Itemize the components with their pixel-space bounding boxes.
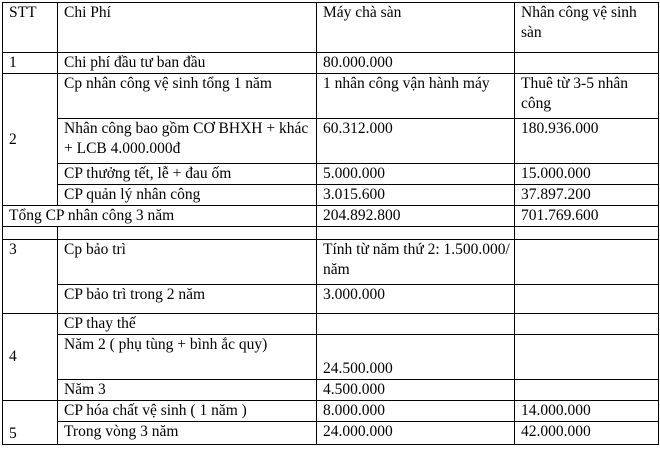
row-may-value: Tính từ năm thứ 2: 1.500.000/ năm [317, 240, 515, 285]
row-may-value: 24.000.000 [317, 422, 515, 445]
row-may-value: 4.500.000 [317, 380, 515, 401]
row-nhan-cong-value: Thuê từ 3-5 nhân công [515, 74, 659, 119]
row-may-value: 80.000.000 [317, 53, 515, 74]
row-nhan-cong-value: 15.000.000 [515, 164, 659, 185]
table-spacer-row [3, 227, 659, 240]
cost-comparison-table-wrapper [2, 2, 659, 445]
table-row-total [3, 206, 659, 227]
table-header-row [3, 3, 659, 53]
header-stt: STT [3, 3, 58, 53]
row-nhan-cong-value: 42.000.000 [515, 422, 659, 445]
row-nhan-cong-value [515, 53, 659, 74]
row-label: CP quản lý nhân công [58, 185, 317, 206]
header-may-cha-san: Máy chà sàn [317, 3, 515, 53]
table-row [3, 401, 659, 422]
table-row [3, 380, 659, 401]
spacer-cell [317, 227, 515, 240]
header-chi-phi: Chi Phí [58, 3, 317, 53]
table-row [3, 240, 659, 285]
row-label: CP bảo trì trong 2 năm [58, 285, 317, 314]
row-nhan-cong-value [515, 314, 659, 335]
row-nhan-cong-value: 701.769.600 [515, 206, 659, 227]
row-may-value: 5.000.000 [317, 164, 515, 185]
row-nhan-cong-value: 14.000.000 [515, 401, 659, 422]
row-may-value: 3.000.000 [317, 285, 515, 314]
row-may-value: 204.892.800 [317, 206, 515, 227]
row-label: CP hóa chất vệ sinh ( 1 năm ) [58, 401, 317, 422]
row-stt: 1 [3, 53, 58, 74]
table-row [3, 335, 659, 380]
group-stt: 5 [3, 401, 58, 445]
row-may-value: 60.312.000 [317, 119, 515, 164]
row-nhan-cong-value [515, 335, 659, 380]
table-row [3, 74, 659, 119]
row-label: Tổng CP nhân công 3 năm [3, 206, 317, 227]
group-stt: 4 [3, 314, 58, 401]
row-label: Năm 2 ( phụ tùng + bình ắc quy) [58, 335, 317, 380]
group-stt: 3 [3, 240, 58, 314]
row-nhan-cong-value [515, 380, 659, 401]
table-row [3, 164, 659, 185]
row-label: Trong vòng 3 năm [58, 422, 317, 445]
table-row [3, 53, 659, 74]
spacer-cell [3, 227, 58, 240]
row-may-value: 8.000.000 [317, 401, 515, 422]
row-nhan-cong-value: 37.897.200 [515, 185, 659, 206]
row-label: CP thay thế [58, 314, 317, 335]
row-label: CP thưởng tết, lễ + đau ốm [58, 164, 317, 185]
row-label: Nhân công bao gồm CƠ BHXH + khác + LCB 4.000.000đ [58, 119, 317, 164]
header-nhan-cong: Nhân công vệ sinh sàn [515, 3, 659, 53]
row-nhan-cong-value: 180.936.000 [515, 119, 659, 164]
table-row [3, 185, 659, 206]
row-label: Chi phí đầu tư ban đầu [58, 53, 317, 74]
row-nhan-cong-value [515, 285, 659, 314]
row-label: Cp bảo trì [58, 240, 317, 285]
row-label: Cp nhân công vệ sinh tổng 1 năm [58, 74, 317, 119]
spacer-cell [515, 227, 659, 240]
row-may-value: 24.500.000 [317, 335, 515, 380]
row-may-value [317, 314, 515, 335]
table-row [3, 314, 659, 335]
table-row [3, 285, 659, 314]
table-row [3, 119, 659, 164]
row-nhan-cong-value [515, 240, 659, 285]
row-may-value: 1 nhân công vận hành máy [317, 74, 515, 119]
row-may-value: 3.015.600 [317, 185, 515, 206]
table-row [3, 422, 659, 445]
row-label: Năm 3 [58, 380, 317, 401]
group-stt: 2 [3, 74, 58, 206]
spacer-cell [58, 227, 317, 240]
cost-comparison-table [2, 2, 659, 445]
